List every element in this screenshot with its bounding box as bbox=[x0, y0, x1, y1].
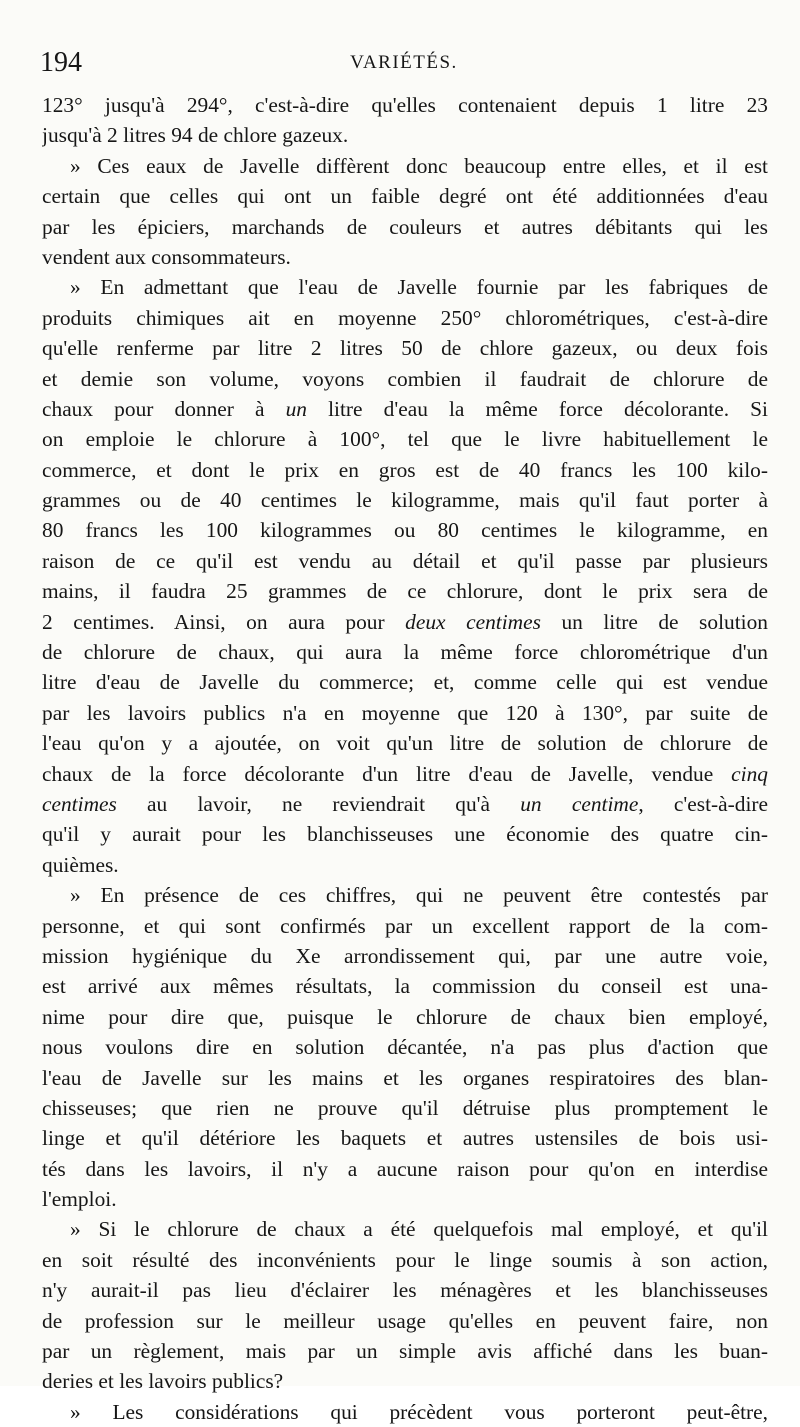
text-line: nous voulons dire en solution décantée, n'a pas plus d'action que bbox=[42, 1035, 768, 1060]
running-head: VARIÉTÉS. bbox=[350, 52, 458, 73]
text-line: personne, et qui sont confirmés par un excellent rapport de la com- bbox=[42, 913, 768, 938]
text-line: est arrivé aux mêmes résultats, la commission du conseil est una- bbox=[42, 974, 768, 999]
text-line: 123° jusqu'à 294°, c'est-à-dire qu'elles contenaient depuis 1 litre 23 bbox=[42, 93, 768, 117]
text-line: » Si le chlorure de chaux a été quelquefois mal employé, et qu'il bbox=[70, 1217, 768, 1242]
text-line: deries et les lavoirs publics? bbox=[42, 1369, 284, 1394]
text-line: » Ces eaux de Javelle diffèrent donc beaucoup entre elles, et il est bbox=[70, 153, 768, 178]
text-line: centimes au lavoir, ne reviendrait qu'à un centime, c'est-à-dire bbox=[42, 791, 768, 816]
text-line: nime pour dire que, puisque le chlorure de chaux bien employé, bbox=[42, 1004, 768, 1029]
text-line: de chlorure de chaux, qui aura la même force chlorométrique d'un bbox=[42, 640, 768, 665]
text-line: l'eau de Javelle sur les mains et les organes respiratoires des blan- bbox=[42, 1065, 768, 1090]
text-line: mission hygiénique du Xe arrondissement qui, par une autre voie, bbox=[42, 943, 768, 968]
text-line: grammes ou de 40 centimes le kilogramme, mais qu'il faut porter à bbox=[42, 488, 768, 513]
text-line: mains, il faudra 25 grammes de ce chlorure, dont le prix sera de bbox=[42, 579, 768, 604]
text-line: commerce, et dont le prix en gros est de 40 francs les 100 kilo- bbox=[42, 457, 768, 482]
text-line: on emploie le chlorure à 100°, tel que le livre habituellement le bbox=[42, 427, 768, 452]
text-line: chisseuses; que rien ne prouve qu'il détruise plus promptement le bbox=[42, 1095, 768, 1120]
text-line: » En présence de ces chiffres, qui ne peuvent être contestés par bbox=[70, 883, 768, 908]
text-line: » En admettant que l'eau de Javelle fournie par les fabriques de bbox=[70, 275, 768, 300]
text-line: 80 francs les 100 kilogrammes ou 80 centimes le kilogramme, en bbox=[42, 518, 768, 543]
text-line: par les lavoirs publics n'a en moyenne que 120 à 130°, par suite de bbox=[42, 700, 768, 725]
text-line: vendent aux consommateurs. bbox=[42, 244, 291, 269]
text-line: en soit résulté des inconvénients pour le linge soumis à son action, bbox=[42, 1247, 768, 1272]
body-text bbox=[42, 90, 768, 1427]
text-line: qu'elle renferme par litre 2 litres 50 de chlore gazeux, ou deux fois bbox=[42, 336, 768, 361]
text-line: chaux pour donner à un litre d'eau la même force décolorante. Si bbox=[42, 396, 768, 421]
page-header bbox=[40, 47, 768, 81]
text-line: et demie son volume, voyons combien il faudrait de chlorure de bbox=[42, 366, 768, 391]
text-line: tés dans les lavoirs, il n'y a aucune raison pour qu'on en interdise bbox=[42, 1156, 768, 1181]
text-line: chaux de la force décolorante d'un litre d'eau de Javelle, vendue cinq bbox=[42, 761, 768, 786]
text-line: raison de ce qu'il est vendu au détail et qu'il passe par plusieurs bbox=[42, 548, 768, 573]
text-line: litre d'eau de Javelle du commerce; et, comme celle qui est vendue bbox=[42, 670, 768, 695]
text-line: par un règlement, mais par un simple avis affiché dans les buan- bbox=[42, 1339, 768, 1364]
text-line: l'emploi. bbox=[42, 1187, 117, 1212]
text-line: qu'il y aurait pour les blanchisseuses une économie des quatre cin- bbox=[42, 822, 768, 847]
text-line: » Les considérations qui précèdent vous porteront peut-être, bbox=[70, 1399, 768, 1424]
text-line: par les épiciers, marchands de couleurs et autres débitants qui les bbox=[42, 214, 768, 239]
text-line: l'eau qu'on y a ajoutée, on voit qu'un litre de solution de chlorure de bbox=[42, 731, 768, 756]
text-line: de profession sur le meilleur usage qu'elles en peuvent faire, non bbox=[42, 1308, 768, 1333]
text-line: jusqu'à 2 litres 94 de chlore gazeux. bbox=[42, 123, 349, 148]
page-number: 194 bbox=[40, 47, 82, 78]
text-line: produits chimiques ait en moyenne 250° chlorométriques, c'est-à-dire bbox=[42, 305, 768, 330]
text-line: 2 centimes. Ainsi, on aura pour deux centimes un litre de solution bbox=[42, 609, 768, 634]
text-line: linge et qu'il détériore les baquets et autres ustensiles de bois usi- bbox=[42, 1126, 768, 1151]
text-line: quièmes. bbox=[42, 852, 119, 877]
text-line: n'y aurait-il pas lieu d'éclairer les ménagères et les blanchisseuses bbox=[42, 1278, 768, 1303]
text-line: certain que celles qui ont un faible degré ont été additionnées d'eau bbox=[42, 184, 768, 209]
